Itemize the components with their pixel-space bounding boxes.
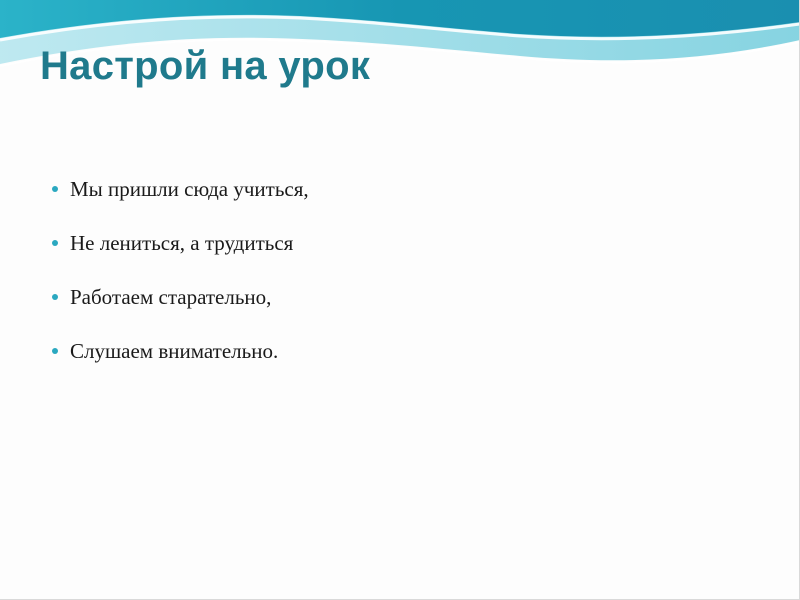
bullet-dot-icon (52, 186, 58, 192)
bullet-item (52, 176, 309, 202)
bullet-dot-icon (52, 240, 58, 246)
bullet-dot-icon (52, 294, 58, 300)
bullet-text: Не лениться, а трудиться (70, 230, 294, 255)
bullet-list (52, 176, 309, 392)
bullet-dot-icon (52, 348, 58, 354)
bullet-text: Мы пришли сюда учиться, (70, 176, 309, 201)
slide-title: Настрой на урок (40, 44, 371, 88)
bullet-item (52, 230, 309, 256)
bullet-item (52, 284, 309, 310)
bullet-text: Слушаем внимательно. (70, 338, 279, 363)
bullet-item (52, 338, 309, 364)
bullet-text: Работаем старательно, (70, 284, 272, 309)
